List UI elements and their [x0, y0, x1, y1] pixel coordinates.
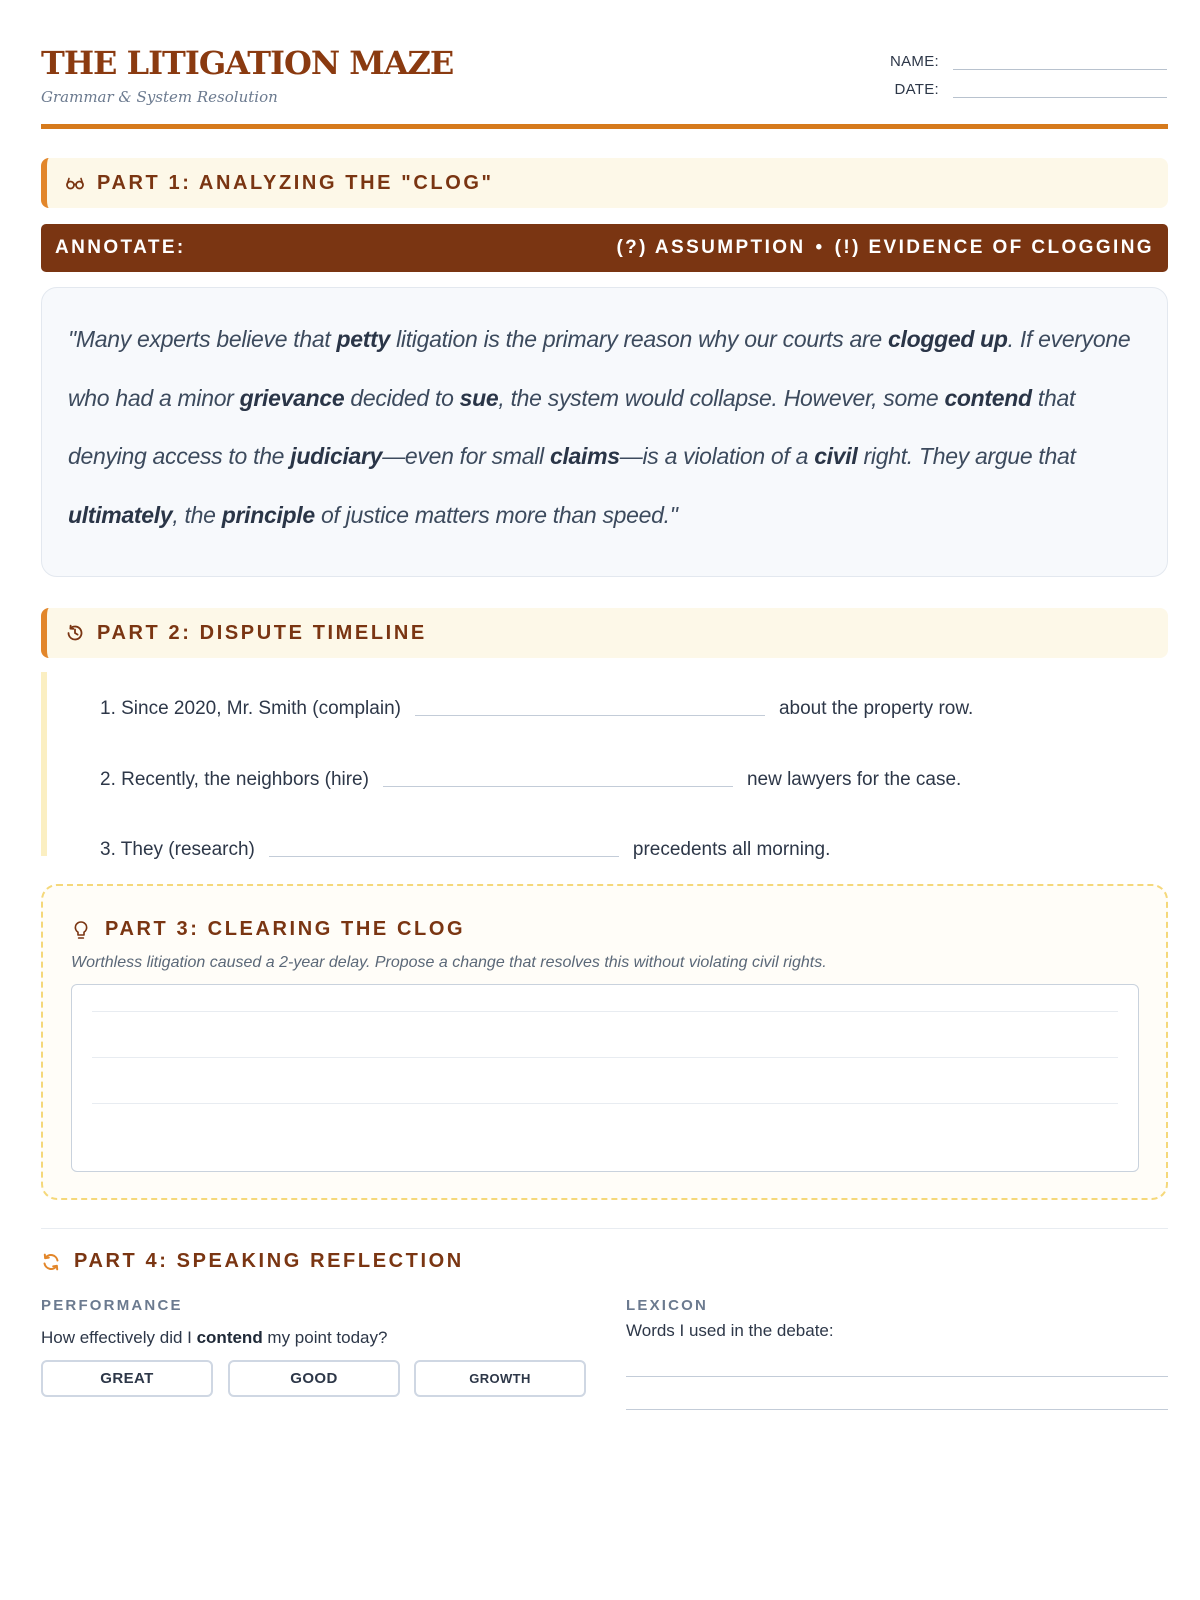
- part2-header: [41, 608, 1168, 658]
- lightbulb-icon: [73, 920, 89, 942]
- annotate-bar: [41, 224, 1168, 272]
- passage-segment: —even for small: [382, 443, 550, 469]
- vocab-word: judiciary: [290, 443, 383, 469]
- timeline-accent-bar: [41, 672, 47, 856]
- reading-passage: [41, 287, 1168, 577]
- vocab-word: principle: [221, 501, 315, 528]
- header-divider: [41, 124, 1168, 129]
- timeline-item-2: [100, 765, 961, 791]
- date-field[interactable]: [953, 96, 1167, 98]
- lexicon-line-1[interactable]: [626, 1376, 1168, 1377]
- worksheet-header: [41, 40, 1167, 130]
- timeline-item-3-suffix: precedents all morning.: [632, 839, 831, 860]
- lexicon-line-2[interactable]: [626, 1409, 1168, 1410]
- vocab-word: petty: [336, 326, 390, 352]
- rating-great-button[interactable]: GREAT: [41, 1360, 213, 1397]
- passage-segment: . If everyone who had a minor: [68, 326, 1131, 411]
- question-bold: contend: [196, 1328, 263, 1347]
- name-label: NAME:: [889, 53, 939, 70]
- name-field-row: [879, 50, 1167, 70]
- timeline-item-3: [100, 835, 830, 861]
- lexicon-label: LEXICON: [626, 1297, 709, 1314]
- rating-good-button[interactable]: GOOD: [228, 1360, 400, 1397]
- part3-prompt: Worthless litigation caused a 2-year delay. Propose a change that resolves this without violating civil rights.: [71, 954, 827, 971]
- date-field-row: [879, 78, 1167, 98]
- vocab-word: clogged up: [888, 326, 1008, 352]
- timeline-item-1: [100, 694, 973, 720]
- passage-segment: —is a violation of a: [619, 443, 815, 469]
- question-post: my point today?: [262, 1328, 388, 1347]
- passage-segment: decided to: [344, 384, 460, 411]
- vocab-word: contend: [944, 384, 1032, 411]
- part1-header: [41, 158, 1168, 208]
- passage-segment: , the system would collapse. However, some: [498, 384, 945, 411]
- passage-segment: litigation is the primary reason why our courts are: [390, 326, 888, 352]
- timeline-item-1-blank[interactable]: [415, 714, 765, 716]
- part4-title: PART 4: SPEAKING REFLECTION: [74, 1250, 464, 1272]
- key-separator: •: [815, 237, 825, 258]
- performance-label: PERFORMANCE: [41, 1297, 183, 1314]
- page-subtitle: Grammar & System Resolution: [41, 88, 278, 106]
- timeline-item-1-suffix: about the property row.: [778, 698, 974, 719]
- assumption-key: (?) ASSUMPTION: [616, 237, 806, 258]
- passage-segment: "Many experts believe that: [68, 326, 337, 352]
- name-date-fields: [879, 50, 1167, 106]
- passage-segment: that denying access to the: [68, 384, 1076, 469]
- section-divider: [41, 1228, 1168, 1229]
- annotate-key: [616, 237, 1154, 259]
- timeline-item-1-prefix: 1. Since 2020, Mr. Smith (complain): [100, 698, 401, 719]
- passage-segment: right. They argue that: [857, 443, 1076, 469]
- lexicon-prompt: Words I used in the debate:: [626, 1321, 834, 1340]
- part1-title: PART 1: ANALYZING THE "CLOG": [97, 172, 494, 194]
- answer-line: [92, 1011, 1118, 1012]
- history-icon: [65, 623, 85, 643]
- timeline-item-3-prefix: 3. They (research): [100, 839, 255, 860]
- passage-segment: , the: [172, 501, 222, 528]
- timeline-item-2-prefix: 2. Recently, the neighbors (hire): [100, 769, 369, 790]
- glasses-icon: [65, 173, 85, 193]
- proposal-answer-box[interactable]: [71, 984, 1139, 1172]
- part3-box: [41, 884, 1168, 1200]
- question-pre: How effectively did I: [41, 1328, 197, 1347]
- vocab-word: claims: [549, 443, 620, 469]
- timeline-item-3-blank[interactable]: [269, 855, 619, 857]
- date-label: DATE:: [894, 81, 939, 98]
- passage-segment: of justice matters more than speed.": [314, 501, 678, 528]
- answer-line: [92, 1103, 1118, 1104]
- performance-question: [41, 1328, 387, 1348]
- timeline-item-2-suffix: new lawyers for the case.: [746, 769, 962, 790]
- refresh-icon: [41, 1252, 61, 1272]
- part3-title: PART 3: CLEARING THE CLOG: [105, 918, 466, 940]
- answer-line: [92, 1057, 1118, 1058]
- evidence-key: (!) EVIDENCE OF CLOGGING: [834, 237, 1154, 258]
- vocab-word: grievance: [239, 384, 345, 411]
- vocab-word: ultimately: [68, 501, 173, 528]
- name-field[interactable]: [953, 68, 1167, 70]
- part2-title: PART 2: DISPUTE TIMELINE: [97, 622, 427, 644]
- timeline-item-2-blank[interactable]: [383, 785, 733, 787]
- page-title: THE LITIGATION MAZE: [41, 44, 454, 82]
- passage-text: [68, 310, 1141, 544]
- vocab-word: sue: [459, 384, 499, 411]
- rating-growth-button[interactable]: GROWTH: [414, 1360, 586, 1397]
- annotate-label: ANNOTATE:: [55, 237, 186, 258]
- vocab-word: civil: [814, 443, 858, 469]
